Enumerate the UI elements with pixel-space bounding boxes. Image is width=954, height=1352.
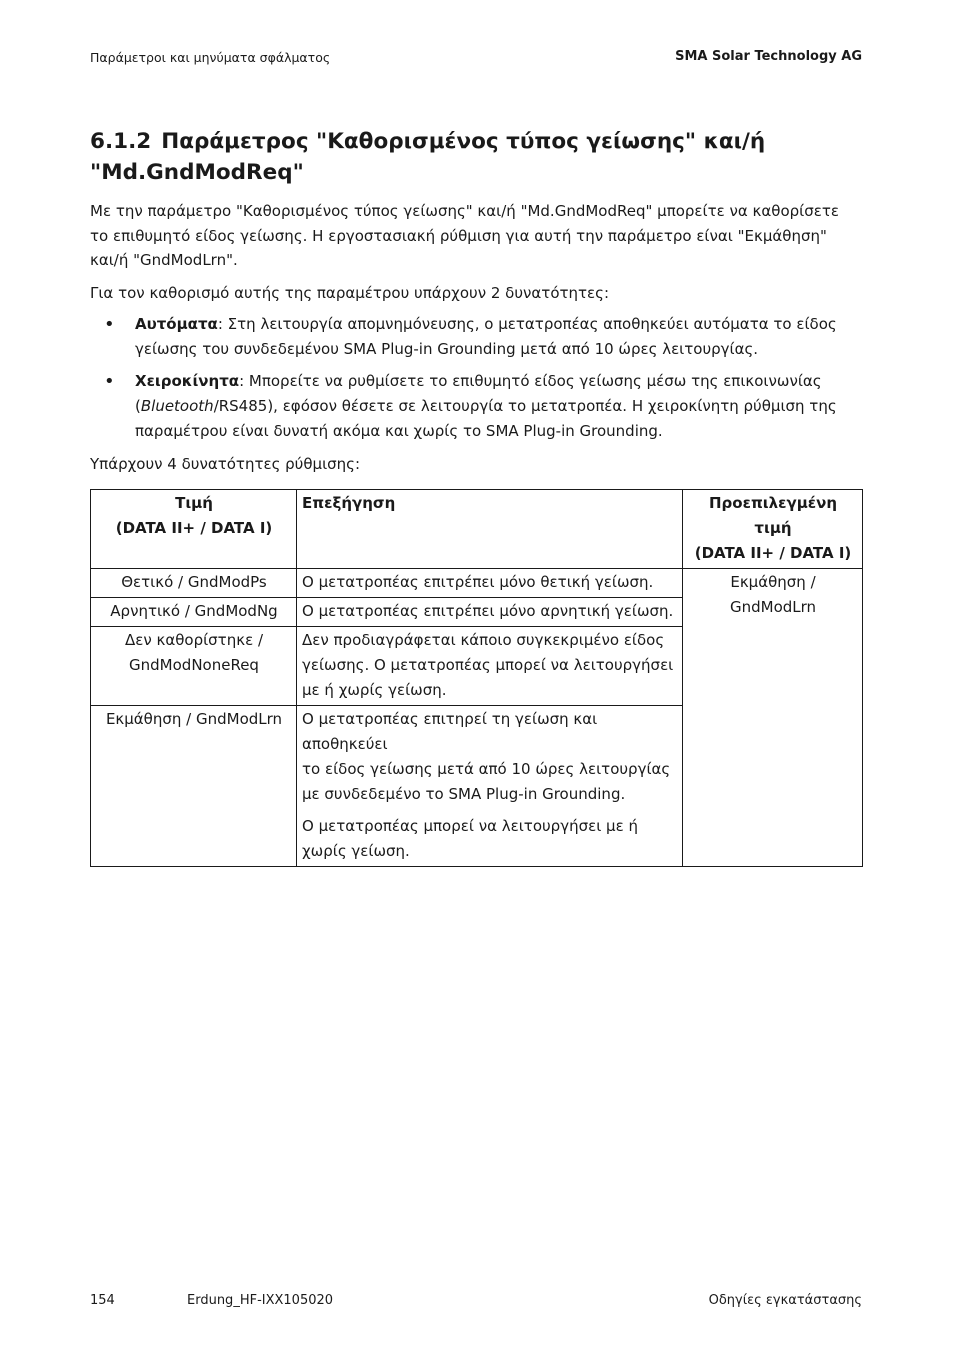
bullet-text xyxy=(135,369,865,444)
header-explanation: Επεξήγηση xyxy=(297,490,683,569)
document-type: Οδηγίες εγκατάστασης xyxy=(708,1293,862,1308)
table-header-row xyxy=(91,490,863,569)
bullet-manual xyxy=(90,369,865,444)
cell-value: Εκμάθηση / GndModLrn xyxy=(91,706,297,867)
bullet-line: : Μπορείτε να ρυθμίσετε το επιθυμητό είδος γείωσης μέσω της επικοινωνίας xyxy=(239,372,822,390)
cell-explanation: Ο μετατροπέας επιτρέπει μόνο θετική γείωση. xyxy=(297,569,683,598)
cell-note xyxy=(302,814,678,864)
header-default xyxy=(683,490,863,569)
default-value-line: Εκμάθηση / xyxy=(730,573,816,591)
running-header-chapter: Παράμετροι και μηνύματα σφάλματος xyxy=(90,50,331,65)
settings-intro: Υπάρχουν 4 δυνατότητες ρύθμισης: xyxy=(90,455,361,473)
page-number: 154 xyxy=(90,1293,115,1308)
header-value xyxy=(91,490,297,569)
cell-line: GndModNoneReq xyxy=(129,656,259,674)
cell-value xyxy=(91,627,297,706)
header-value-label: Τιμή xyxy=(175,494,213,512)
bullet-icon: • xyxy=(104,371,115,392)
default-value-line: GndModLrn xyxy=(729,598,817,616)
cell-line: με συνδεδεμένο το SMA Plug-in Grounding. xyxy=(302,785,626,803)
bullet-text xyxy=(135,312,865,362)
intro-line: το επιθυμητό είδος γείωσης. Η εργοστασιακή ρύθμιση για αυτή την παράμετρο είναι "Εκμάθηση" xyxy=(90,226,827,245)
intro-line: Με την παράμετρο "Καθορισμένος τύπος γείωσης" και/ή "Md.GndModReq" μπορείτε να καθορίσετε xyxy=(90,202,839,220)
intro-paragraph xyxy=(90,199,865,273)
bluetooth-term: Bluetooth xyxy=(140,397,214,415)
cell-line: γείωσης. Ο μετατροπέας μπορεί να λειτουργήσει xyxy=(302,656,674,674)
bullet-line: παραμέτρου είναι δυνατή ακόμα και χωρίς το SMA Plug-in Grounding. xyxy=(135,422,663,440)
cell-explanation: Ο μετατροπέας επιτρέπει μόνο αρνητική γείωση. xyxy=(297,598,683,627)
cell-line: Ο μετατροπέας μπορεί να λειτουργήσει με ή xyxy=(302,817,638,835)
cell-value: Θετικό / GndModPs xyxy=(91,569,297,598)
cell-line: Δεν καθορίστηκε / xyxy=(124,631,263,649)
section-title-line2: "Md.GndModReq" xyxy=(90,160,304,185)
bullet-paren: ( xyxy=(135,397,141,415)
document-id: Erdung_HF-IXX105020 xyxy=(187,1293,334,1308)
cell-line: Ο μετατροπέας επιτηρεί τη γείωση και αποθηκεύει xyxy=(302,710,598,753)
bullet-line: /RS485), εφόσον θέσετε σε λειτουργία το μετατροπέα. Η χειροκίνητη ρύθμιση της xyxy=(213,397,837,415)
header-value-sub: (DATA II+ / DATA I) xyxy=(115,519,273,537)
cell-line: Δεν προδιαγράφεται κάποιο συγκεκριμένο είδος xyxy=(302,631,665,649)
bullet-icon: • xyxy=(104,314,115,335)
table-row xyxy=(91,569,863,598)
header-default-sub: (DATA II+ / DATA I) xyxy=(694,544,852,562)
section-heading xyxy=(90,126,870,188)
running-header-company: SMA Solar Technology AG xyxy=(675,49,862,64)
cell-value: Αρνητικό / GndModNg xyxy=(91,598,297,627)
section-title-line1: Παράμετρος "Καθορισμένος τύπος γείωσης" και/ή xyxy=(161,129,766,154)
bullet-term: Χειροκίνητα xyxy=(135,372,240,390)
section-number: 6.1.2 xyxy=(90,129,152,154)
intro-line: και/ή "GndModLrn". xyxy=(90,251,238,269)
cell-line: με ή χωρίς γείωση. xyxy=(302,681,447,699)
bullet-line: γείωσης του συνδεδεμένου SMA Plug-in Grounding μετά από 10 ώρες λειτουργίας. xyxy=(135,340,759,358)
cell-explanation xyxy=(297,627,683,706)
cell-explanation xyxy=(297,706,683,867)
ground-mode-table xyxy=(90,489,863,867)
bullet-automatic xyxy=(90,312,865,362)
bullet-line: : Στη λειτουργία απομνημόνευσης, ο μετατροπέας αποθηκεύει αυτόματα το είδος xyxy=(217,315,837,333)
bullet-term: Αυτόματα xyxy=(135,315,218,333)
cell-line: χωρίς γείωση. xyxy=(302,842,410,860)
header-default-label: Προεπιλεγμένη τιμή xyxy=(709,494,837,537)
options-count-paragraph: Για τον καθορισμό αυτής της παραμέτρου υπάρχουν 2 δυνατότητες: xyxy=(90,284,610,302)
cell-default xyxy=(683,569,863,867)
cell-line: το είδος γείωσης μετά από 10 ώρες λειτουργίας xyxy=(302,760,671,778)
